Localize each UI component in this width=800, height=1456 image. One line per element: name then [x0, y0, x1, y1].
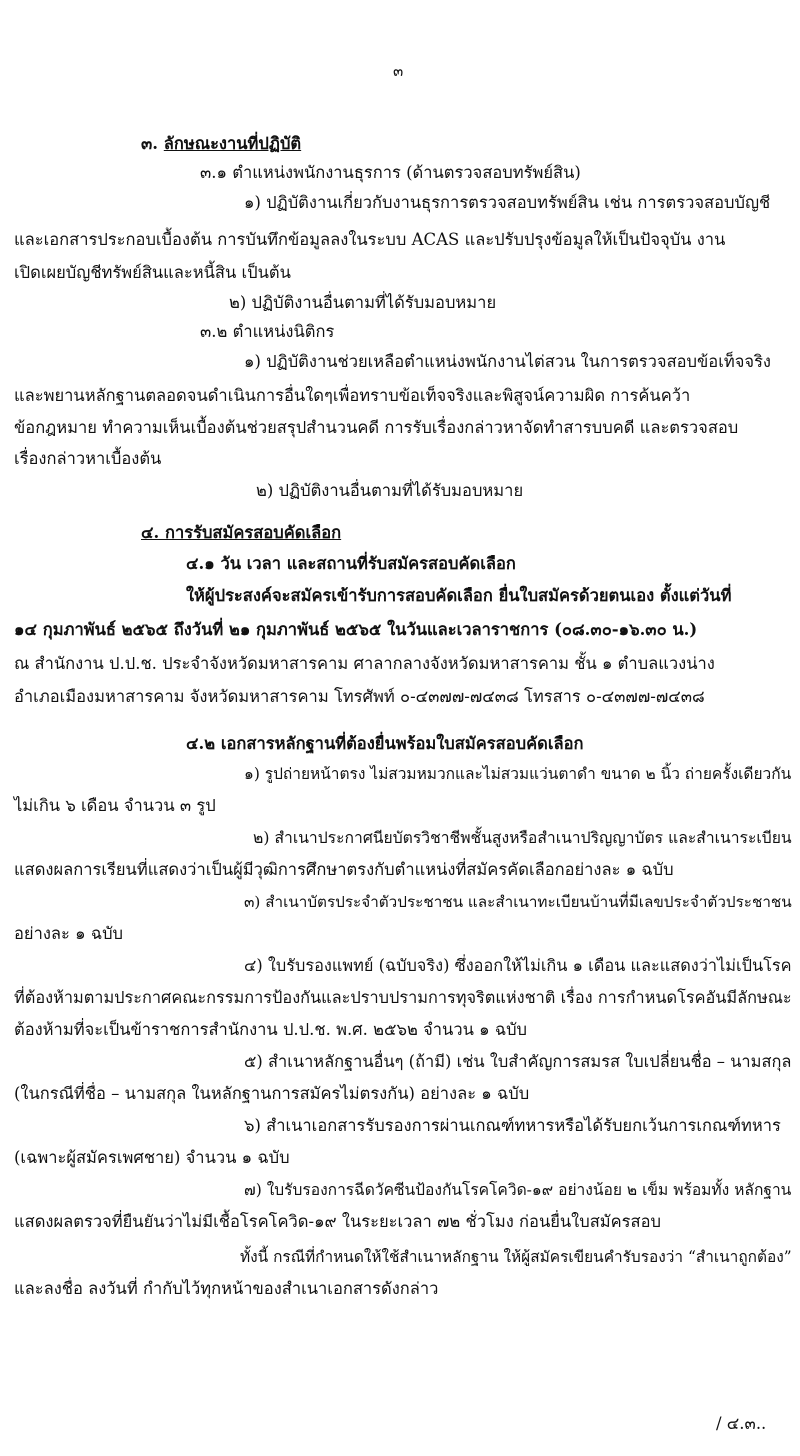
section-4-2-title: ๔.๒ เอกสารหลักฐานที่ต้องยื่นพร้อมใบสมัครสอบคัดเลือก	[186, 734, 584, 753]
section-3-2-item-1-line-3: ข้อกฎหมาย ทำความเห็นเบื้องต้นช่วยสรุปสำนวนคดี การรับเรื่องกล่าวหาจัดทำสารบบคดี และตรวจสอบ	[14, 418, 739, 437]
section-3-2-title: ๓.๒ ตำแหน่งนิติกร	[200, 322, 335, 341]
section-3-2-item-1-line-2: และพยานหลักฐานตลอดจนดำเนินการอื่นใดๆเพื่อทราบข้อเท็จจริงและพิสูจน์ความผิด การค้นคว้า	[14, 386, 691, 405]
section-3-title: ลักษณะงานที่ปฏิบัติ	[163, 134, 302, 153]
document-6-line-2: (เฉพาะผู้สมัครเพศชาย) จำนวน ๑ ฉบับ	[14, 1148, 290, 1167]
note-line-1: ทั้งนี้ กรณีที่กำหนดให้ใช้สำเนาหลักฐาน ให้ผู้สมัครเขียนคำรับรองว่า “สำเนาถูกต้อง”	[240, 1248, 792, 1266]
document-7-line-1: ๗) ใบรับรองการฉีดวัคซีนป้องกันโรคโควิด-๑๙ อย่างน้อย ๒ เข็ม พร้อมทั้ง หลักฐาน	[244, 1181, 792, 1199]
section-3-2-item-1-line-1: ๑) ปฏิบัติงานช่วยเหลือตำแหน่งพนักงานไต่สวน ในการตรวจสอบข้อเท็จจริง	[244, 352, 771, 371]
document-1-line-2: ไม่เกิน ๖ เดือน จำนวน ๓ รูป	[14, 796, 216, 815]
document-1-line-1: ๑) รูปถ่ายหน้าตรง ไม่สวมหมวกและไม่สวมแว่นตาดำ ขนาด ๒ นิ้ว ถ่ายครั้งเดียวกัน	[244, 765, 792, 783]
document-4-line-2: ที่ต้องห้ามตามประกาศคณะกรรมการป้องกันและปราบปรามการทุจริตแห่งชาติ เรื่อง การกำหนดโรคอันมีลักษณะ	[14, 988, 792, 1007]
page-number: ๓	[393, 62, 404, 80]
continuation-marker: / ๔.๓..	[716, 1414, 767, 1433]
document-6-line-1: ๖) สำเนาเอกสารรับรองการผ่านเกณฑ์ทหารหรือได้รับยกเว้นการเกณฑ์ทหาร	[244, 1116, 781, 1135]
document-7-line-2: แสดงผลตรวจที่ยืนยันว่าไม่มีเชื้อโรคโควิด-๑๙ ในระยะเวลา ๗๒ ชั่วโมง ก่อนยื่นใบสมัครสอบ	[14, 1212, 661, 1231]
document-3-line-1: ๓) สำเนาบัตรประจำตัวประชาชน และสำเนาทะเบียนบ้านที่มีเลขประจำตัวประชาชน	[244, 893, 792, 911]
section-3-1-item-2: ๒) ปฏิบัติงานอื่นตามที่ได้รับมอบหมาย	[229, 293, 497, 312]
section-4-heading: ๔. การรับสมัครสอบคัดเลือก	[141, 523, 342, 542]
document-5-line-1: ๕) สำเนาหลักฐานอื่นๆ (ถ้ามี) เช่น ใบสำคัญการสมรส ใบเปลี่ยนชื่อ – นามสกุล	[244, 1052, 792, 1071]
section-3-2-item-1-line-4: เรื่องกล่าวหาเบื้องต้น	[14, 449, 162, 468]
section-3-1-item-1-line-2: และเอกสารประกอบเบื้องต้น การบันทึกข้อมูลลงในระบบ ACAS และปรับปรุงข้อมูลให้เป็นปัจจุบัน งาน	[14, 230, 726, 249]
document-3-line-2: อย่างละ ๑ ฉบับ	[14, 924, 124, 943]
document-5-line-2: (ในกรณีที่ชื่อ – นามสกุล ในหลักฐานการสมัครไม่ตรงกัน) อย่างละ ๑ ฉบับ	[14, 1084, 530, 1103]
note-line-2: และลงชื่อ ลงวันที่ กำกับไว้ทุกหน้าของสำเนาเอกสารดังกล่าว	[14, 1279, 439, 1298]
section-4-1-title: ๔.๑ วัน เวลา และสถานที่รับสมัครสอบคัดเลือก	[186, 554, 516, 573]
section-3-1-item-1-line-1: ๑) ปฏิบัติงานเกี่ยวกับงานธุรการตรวจสอบทรัพย์สิน เช่น การตรวจสอบบัญชี	[244, 193, 771, 212]
section-3-1-title: ๓.๑ ตำแหน่งพนักงานธุรการ (ด้านตรวจสอบทรัพย์สิน)	[200, 163, 581, 182]
section-3-1-item-1-line-3: เปิดเผยบัญชีทรัพย์สินและหนี้สิน เป็นต้น	[14, 263, 291, 282]
document-4-line-3: ต้องห้ามที่จะเป็นข้าราชการสำนักงาน ป.ป.ช. พ.ศ. ๒๕๖๒ จำนวน ๑ ฉบับ	[14, 1020, 528, 1039]
section-4-1-line-2: ๑๔ กุมภาพันธ์ ๒๕๖๕ ถึงวันที่ ๒๑ กุมภาพันธ์ ๒๕๖๕ ในวันและเวลาราชการ (๐๘.๓๐-๑๖.๓๐ น.)	[14, 620, 698, 639]
section-3-2-item-2: ๒) ปฏิบัติงานอื่นตามที่ได้รับมอบหมาย	[256, 481, 524, 500]
section-3-heading	[141, 133, 301, 155]
section-4-1-line-4: อำเภอเมืองมหาสารคาม จังหวัดมหาสารคาม โทรศัพท์ ๐-๔๓๗๗-๗๔๓๘ โทรสาร ๐-๔๓๗๗-๗๔๓๘	[14, 687, 705, 706]
section-4-1-line-1: ให้ผู้ประสงค์จะสมัครเข้ารับการสอบคัดเลือก ยื่นใบสมัครด้วยตนเอง ตั้งแต่วันที่	[186, 586, 732, 605]
document-2-line-2: แสดงผลการเรียนที่แสดงว่าเป็นผู้มีวุฒิการศึกษาตรงกับตำแหน่งที่สมัครคัดเลือกอย่างละ ๑ ฉบับ	[14, 860, 674, 879]
document-2-line-1: ๒) สำเนาประกาศนียบัตรวิชาชีพชั้นสูงหรือสำเนาปริญญาบัตร และสำเนาระเบียน	[253, 828, 792, 847]
section-4-1-line-3: ณ สำนักงาน ป.ป.ช. ประจำจังหวัดมหาสารคาม ศาลากลางจังหวัดมหาสารคาม ชั้น ๑ ตำบลแวงน่าง	[14, 654, 715, 673]
section-3-number: ๓.	[141, 134, 159, 153]
document-4-line-1: ๔) ใบรับรองแพทย์ (ฉบับจริง) ซึ่งออกให้ไม่เกิน ๑ เดือน และแสดงว่าไม่เป็นโรค	[244, 956, 792, 975]
